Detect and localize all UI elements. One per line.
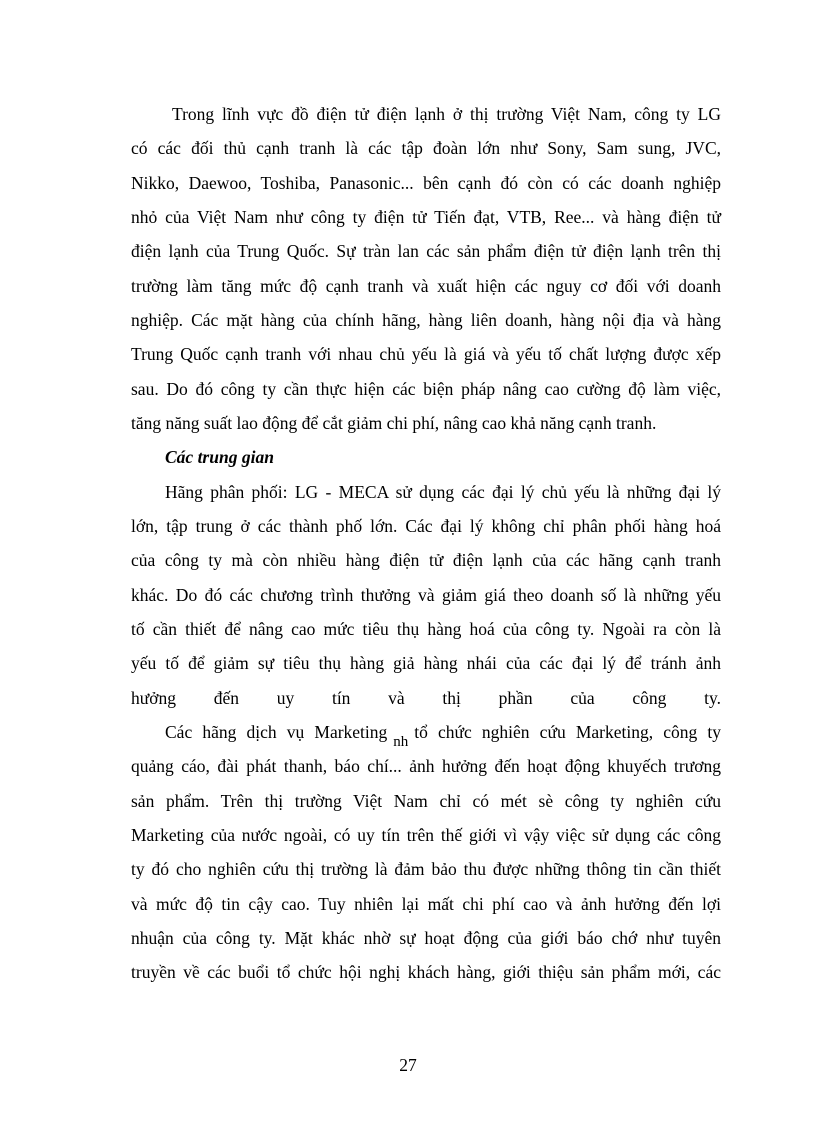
text-line: sau. Do đó công ty cần thực hiện các biện pháp nâng cao cường độ làm việc, <box>131 379 721 399</box>
text-line: yếu tố để giảm sự tiêu thụ hàng giả hàng nhái của các đại lý để tránh ảnh <box>131 653 721 673</box>
text-line: Marketing của nước ngoài, có uy tín trên thế giới vì vậy việc sử dụng các công <box>131 825 721 845</box>
text-line: ty đó cho nghiên cứu thị trường là đảm bảo thu được những thông tin cần thiết <box>131 859 721 879</box>
text-fragment-subscript: nh <box>393 734 409 750</box>
text-line: lớn, tập trung ở các thành phố lớn. Các đại lý không chỉ phân phối hàng hoá <box>131 516 721 536</box>
text-line: trường làm tăng mức độ cạnh tranh và xuất hiện các nguy cơ đối với doanh <box>131 276 721 296</box>
text-line: sản phẩm. Trên thị trường Việt Nam chỉ có mét sè công ty nghiên cứu <box>131 791 721 811</box>
text-line: điện lạnh của Trung Quốc. Sự tràn lan các sản phẩm điện tử điện lạnh trên thị <box>131 241 721 261</box>
text-line: Trong lĩnh vực đồ điện tử điện lạnh ở thị trường Việt Nam, công ty LG <box>172 104 721 124</box>
text-fragment: tổ chức nghiên cứu Marketing, công ty <box>414 722 721 742</box>
text-line: Trung Quốc cạnh tranh với nhau chủ yếu là giá và yếu tố chất lượng được xếp <box>131 344 721 364</box>
text-line: tăng năng suất lao động để cắt giảm chi phí, nâng cao khả năng cạnh tranh. <box>131 413 657 433</box>
text-line: có các đối thủ cạnh tranh là các tập đoàn lớn như Sony, Sam sung, JVC, <box>131 138 721 158</box>
text-line: và mức độ tin cậy cao. Tuy nhiên lại mất chi phí cao và ảnh hưởng đến lợi <box>131 894 721 914</box>
text-fragment: Các hãng dịch vụ Marketing <box>165 722 388 742</box>
section-heading: Các trung gian <box>165 447 274 467</box>
text-line: Nikko, Daewoo, Toshiba, Panasonic... bên cạnh đó còn có các doanh nghiệp <box>131 173 721 193</box>
text-line: nhỏ của Việt Nam như công ty điện tử Tiến đạt, VTB, Ree... và hàng điện tử <box>131 207 721 227</box>
page-number: 27 <box>399 1055 417 1075</box>
text-line: Hãng phân phối: LG - MECA sử dụng các đại lý chủ yếu là những đại lý <box>165 482 721 502</box>
text-line: của công ty mà còn nhiều hàng điện tử điện lạnh của các hãng cạnh tranh <box>131 550 721 570</box>
text-line: nhuận của công ty. Mặt khác nhờ sự hoạt động của giới báo chớ như tuyên <box>131 928 721 948</box>
text-line: quảng cáo, đài phát thanh, báo chí... ảnh hưởng đến hoạt động khuyếch trương <box>131 756 721 776</box>
text-line: truyền về các buổi tổ chức hội nghị khách hàng, giới thiệu sản phẩm mới, các <box>131 962 721 982</box>
text-line <box>165 715 721 749</box>
text-line: khác. Do đó các chương trình thưởng và giảm giá theo doanh số là những yếu <box>131 585 721 605</box>
text-line: nghiệp. Các mặt hàng của chính hãng, hàng liên doanh, hàng nội địa và hàng <box>131 310 721 330</box>
text-line: tố cần thiết để nâng cao mức tiêu thụ hàng hoá của công ty. Ngoài ra còn là <box>131 619 721 639</box>
text-line: hưởng đến uy tín và thị phần của công ty. <box>131 688 721 708</box>
